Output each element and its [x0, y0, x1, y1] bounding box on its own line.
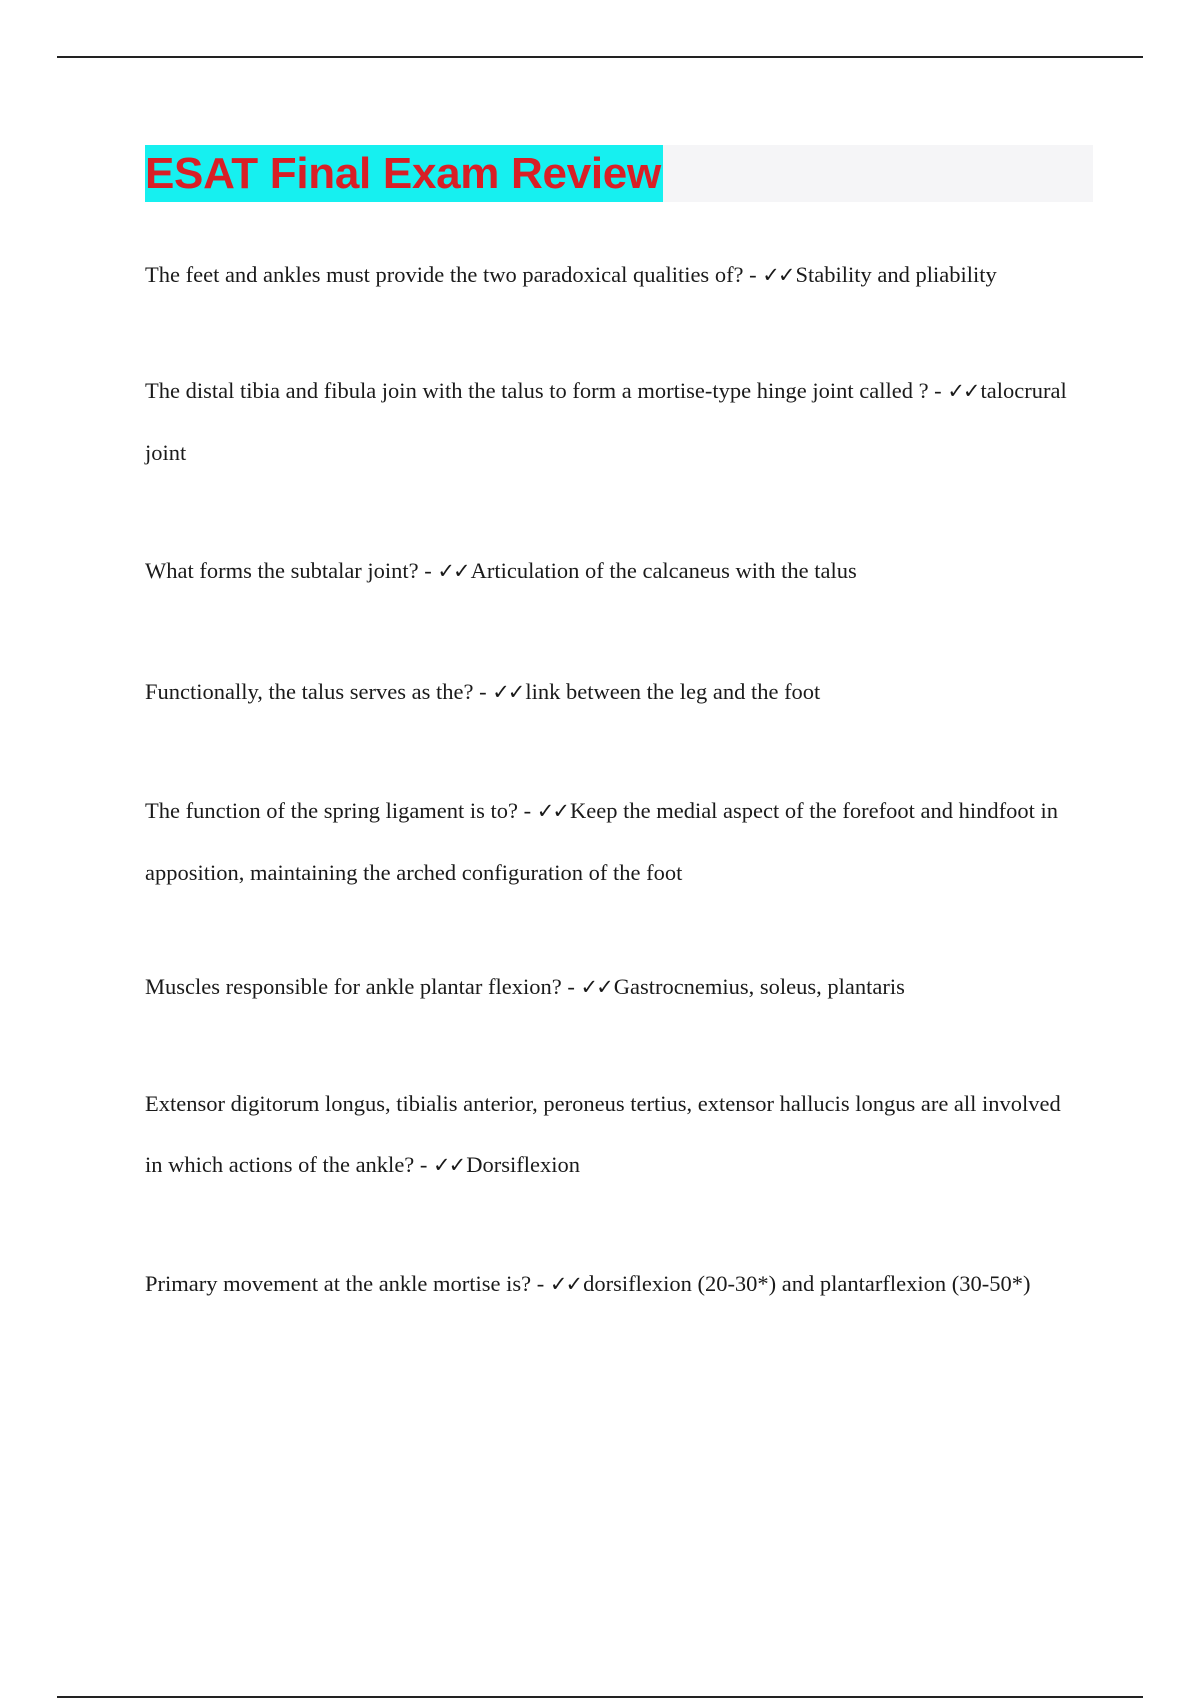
qa-item-2 — [145, 360, 1075, 483]
question-text: Primary movement at the ankle mortise is? - — [145, 1271, 550, 1296]
question-text: Extensor digitorum longus, tibialis anterior, peroneus tertius, extensor hallucis longus are all involved in which actions of the ankle? - — [145, 1091, 1061, 1177]
answer-text: Keep the medial aspect of the forefoot and hindfoot in apposition, maintaining the arched configuration of the foot — [145, 798, 1058, 885]
answer-text: Articulation of the calcaneus with the talus — [470, 558, 857, 583]
question-text: What forms the subtalar joint? - — [145, 558, 438, 583]
answer-text: Stability and pliability — [795, 262, 997, 287]
qa-item-3 — [145, 540, 1075, 602]
answer-text: Dorsiflexion — [466, 1152, 580, 1177]
check-icon: ✓✓ — [947, 379, 979, 403]
check-icon: ✓✓ — [549, 1272, 582, 1296]
question-text: Functionally, the talus serves as the? - — [145, 679, 493, 704]
check-icon: ✓✓ — [762, 263, 794, 287]
top-rule — [57, 56, 1143, 58]
question-text: The function of the spring ligament is to? - — [145, 798, 537, 823]
answer-text: Gastrocnemius, soleus, plantaris — [613, 974, 905, 999]
title-highlight — [145, 145, 663, 202]
title-bar — [145, 145, 1093, 202]
check-icon: ✓✓ — [536, 799, 568, 823]
question-text: Muscles responsible for ankle plantar flexion? - — [145, 974, 581, 999]
answer-text: talocrural joint — [145, 378, 1067, 465]
qa-item-4 — [145, 661, 1075, 723]
check-icon: ✓✓ — [433, 1153, 465, 1177]
qa-item-5 — [145, 780, 1075, 903]
question-text: The distal tibia and fibula join with the talus to form a mortise-type hinge joint called ? - — [145, 378, 948, 403]
check-icon: ✓✓ — [437, 559, 469, 583]
answer-text: link between the leg and the foot — [525, 679, 821, 704]
question-text: The feet and ankles must provide the two paradoxical qualities of? - — [145, 262, 763, 287]
qa-item-1 — [145, 244, 1075, 306]
bottom-rule — [57, 1696, 1143, 1698]
answer-text: dorsiflexion (20-30*) and plantarflexion (30-50*) — [583, 1271, 1031, 1296]
check-icon: ✓✓ — [580, 975, 612, 999]
check-icon: ✓✓ — [492, 680, 524, 704]
qa-item-8 — [145, 1253, 1075, 1315]
page-title: ESAT Final Exam Review — [145, 149, 661, 198]
qa-item-7 — [145, 1073, 1075, 1196]
qa-item-6 — [145, 956, 1075, 1018]
